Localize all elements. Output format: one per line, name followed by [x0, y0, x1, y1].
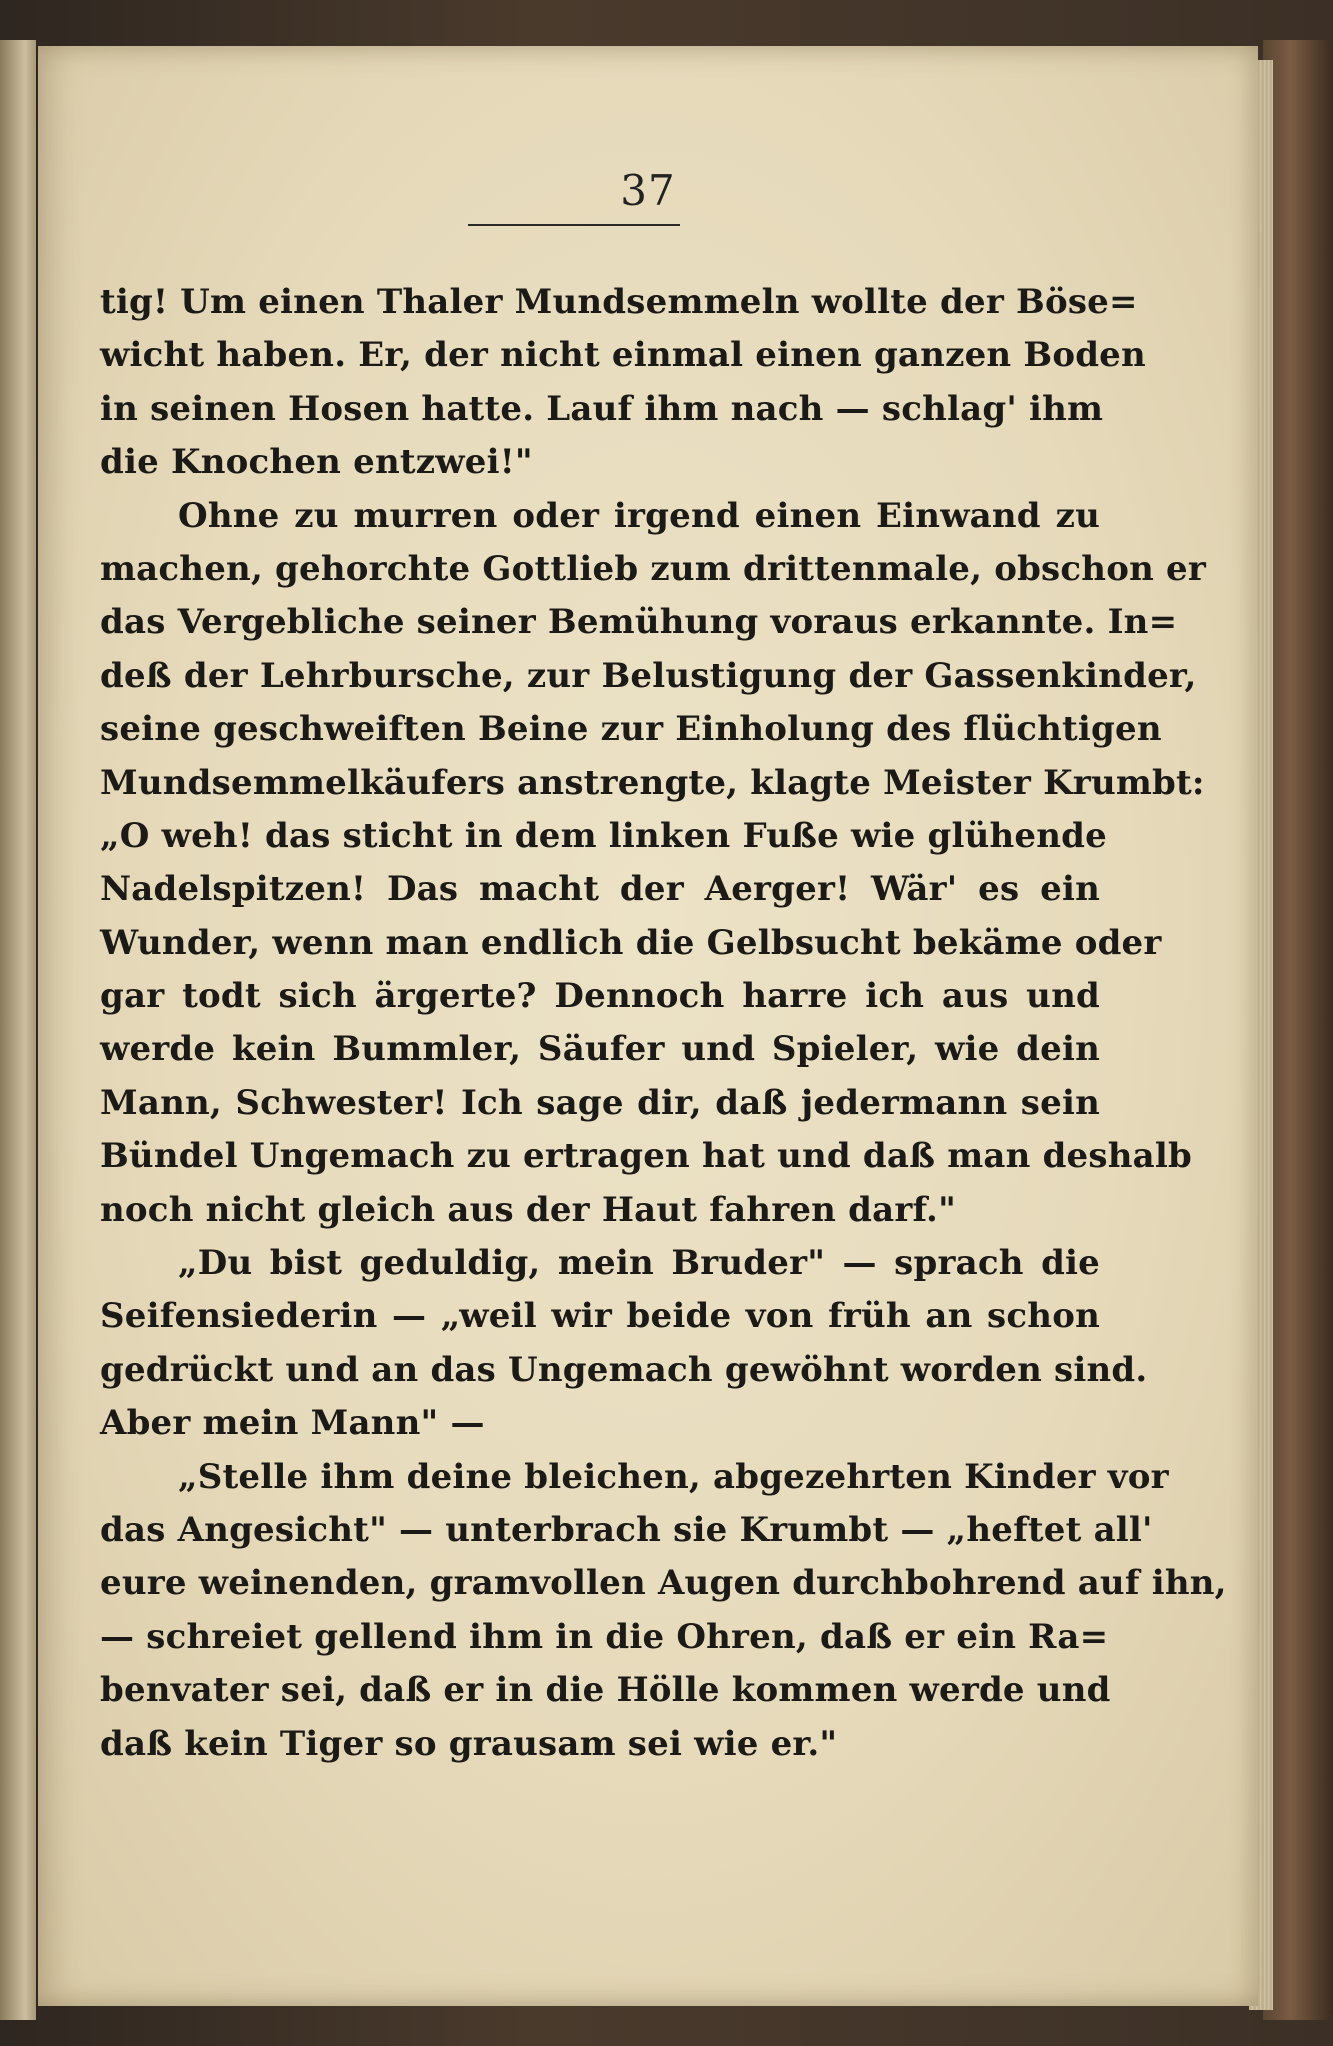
text-line: noch nicht gleich aus der Haut fahren darf." — [100, 1189, 957, 1230]
text-line: benvater sei, daß er in die Hölle kommen werde und — [100, 1670, 1111, 1711]
text-line: eure weinenden, gramvollen Augen durchbohrend auf ihn, — [100, 1563, 1227, 1604]
text-line: Wunder, wenn man endlich die Gelbsucht bekäme oder — [100, 922, 1162, 963]
text-line: Nadelspitzen! Das macht der Aerger! Wär' es ein — [100, 869, 1100, 910]
page-text — [100, 276, 1227, 1771]
text-line: Ohne zu murren oder irgend einen Einwand zu — [178, 495, 1100, 536]
text-line: daß kein Tiger so grausam sei wie er." — [100, 1723, 838, 1764]
text-line: „Du bist geduldig, mein Bruder" — sprach die — [178, 1243, 1100, 1284]
text-line: die Knochen entzwei!" — [100, 442, 533, 483]
text-line: das Angesicht" — unterbrach sie Krumbt — „heftet all' — [100, 1509, 1153, 1550]
text-line: in seinen Hosen hatte. Lauf ihm nach — schlag' ihm — [100, 388, 1104, 429]
text-line: Bündel Ungemach zu ertragen hat und daß man deshalb — [100, 1136, 1192, 1177]
book-cover-edge — [1263, 40, 1333, 2020]
text-line: seine geschweiften Beine zur Einholung des flüchtigen — [100, 709, 1162, 750]
text-line: „Stelle ihm deine bleichen, abgezehrten Kinder vor — [178, 1456, 1169, 1497]
text-line: das Vergebliche seiner Bemühung voraus erkannte. In= — [100, 602, 1178, 643]
text-line: — schreiet gellend ihm in die Ohren, daß er ein Ra= — [100, 1616, 1109, 1657]
text-line: gedrückt und an das Ungemach gewöhnt worden sind. — [100, 1349, 1148, 1390]
text-line: „O weh! das sticht in dem linken Fuße wie glühende — [100, 815, 1107, 856]
text-line: Mundsemmelkäufers anstrengte, klagte Meister Krumbt: — [100, 762, 1205, 803]
text-line: gar todt sich ärgerte? Dennoch harre ich aus und — [100, 976, 1100, 1017]
text-line: werde kein Bummler, Säufer und Spieler, wie dein — [100, 1029, 1100, 1070]
previous-page-edge — [0, 40, 36, 2020]
header-rule — [468, 224, 680, 226]
book-page — [38, 46, 1258, 2006]
text-line: machen, gehorchte Gottlieb zum drittenmale, obschon er — [100, 548, 1206, 589]
text-line: wicht haben. Er, der nicht einmal einen ganzen Boden — [100, 335, 1146, 376]
text-line: Seifensiederin — „weil wir beide von früh an schon — [100, 1296, 1100, 1337]
text-line: tig! Um einen Thaler Mundsemmeln wollte der Böse= — [100, 282, 1138, 322]
text-line: deß der Lehrbursche, zur Belustigung der Gassenkinder, — [100, 655, 1197, 696]
text-line: Aber mein Mann" — — [100, 1403, 485, 1444]
page-number: 37 — [620, 166, 676, 215]
text-line: Mann, Schwester! Ich sage dir, daß jedermann sein — [100, 1082, 1100, 1123]
